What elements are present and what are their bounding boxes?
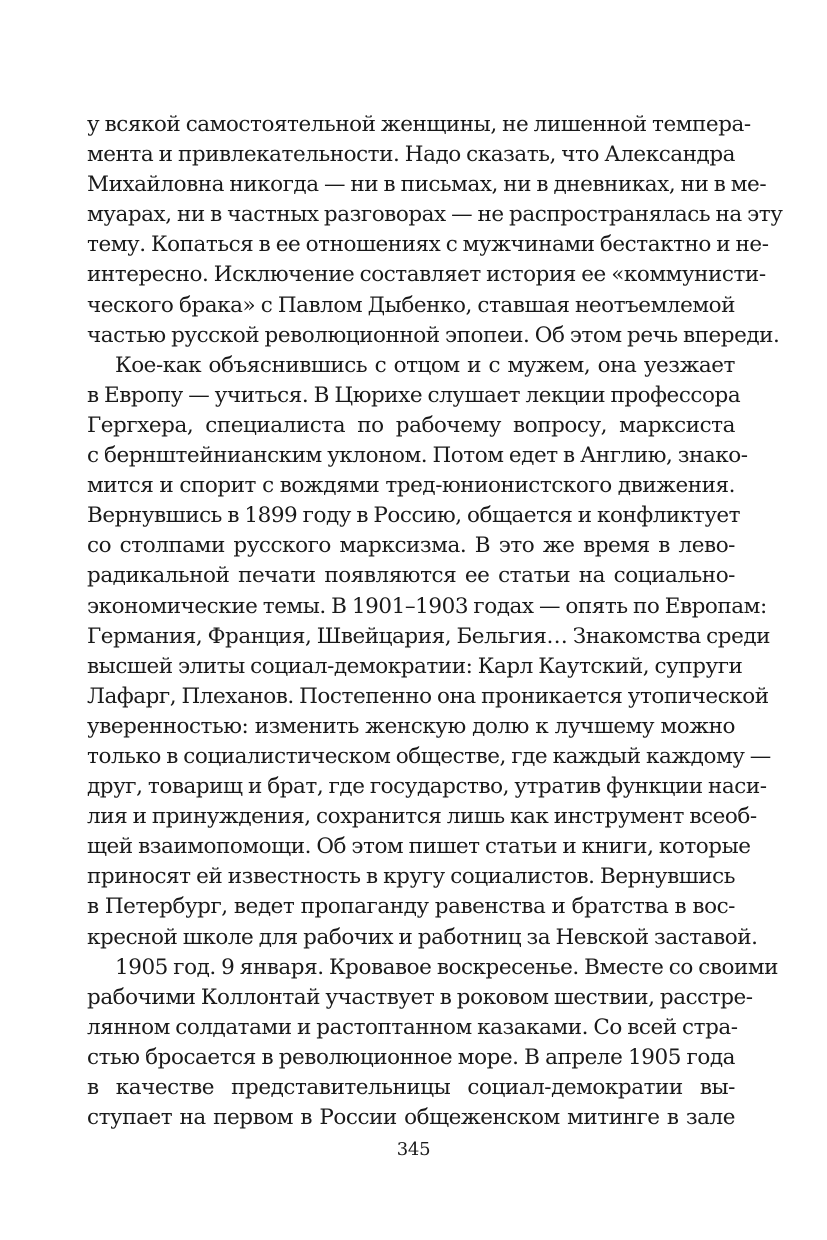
page-body — [87, 110, 783, 1133]
paragraph — [87, 351, 771, 953]
text-line: Михайловна никогда — ни в письмах, ни в дневниках, ни в ме- — [87, 172, 767, 198]
text-line: тему. Копаться в ее отношениях с мужчинами бестактно и не- — [87, 232, 769, 258]
paragraph — [87, 953, 779, 1134]
text-line: Гергхера, специалиста по рабочему вопросу, марксиста — [87, 412, 735, 438]
text-line: только в социалистическом обществе, где каждый каждому — — [87, 743, 771, 769]
text-line: Германия, Франция, Швейцария, Бельгия… Знакомства среди — [87, 623, 771, 649]
text-line: стью бросается в революционное море. В апреле 1905 года — [87, 1044, 735, 1070]
text-line: 1905 год. 9 января. Кровавое воскресенье. Вместе со своими — [115, 954, 779, 980]
text-line: экономические темы. В 1901–1903 годах — опять по Европам: — [87, 593, 767, 619]
text-line: радикальной печати появляются ее статьи на социально- — [87, 563, 735, 589]
text-line: в Петербург, ведет пропаганду равенства и братства в вос- — [87, 894, 735, 920]
text-block — [87, 110, 783, 1133]
text-line: в Европу — учиться. В Цюрихе слушает лекции профессора — [87, 382, 741, 408]
text-line: муарах, ни в частных разговорах — не распространялась на эту — [87, 202, 783, 228]
text-line: ступает на первом в России общеженском митинге в зале — [87, 1105, 735, 1131]
page-number: 345 — [396, 1139, 431, 1160]
text-line: лия и принуждения, сохранится лишь как инструмент всеоб- — [87, 804, 757, 830]
text-line: приносят ей известность в кругу социалистов. Вернувшись — [87, 864, 735, 890]
text-line: друг, товарищ и брат, где государство, утратив функции наси- — [87, 774, 767, 800]
text-line: с бернштейнианским уклоном. Потом едет в Англию, знако- — [87, 443, 748, 469]
text-line: Кое-как объяснившись с отцом и с мужем, она уезжает — [115, 352, 735, 378]
text-line: лянном солдатами и растоптанном казаками. Со всей стра- — [87, 1014, 738, 1040]
text-line: высшей элиты социал-демократии: Карл Каутский, супруги — [87, 653, 743, 679]
text-line: у всякой самостоятельной женщины, не лишенной темпера- — [87, 112, 751, 137]
text-line: Вернувшись в 1899 году в Россию, общается и конфликтует — [87, 503, 741, 529]
text-line: мится и спорит с вождями тред-юнионистского движения. — [87, 473, 735, 499]
text-line: со столпами русского марксизма. В это же время в лево- — [87, 533, 735, 559]
text-line: ческого брака» с Павлом Дыбенко, ставшая неотъемлемой — [87, 292, 735, 318]
text-line: кресной школе для рабочих и работниц за Невской заставой. — [87, 924, 758, 950]
text-line: мента и привлекательности. Надо сказать, что Александра — [87, 142, 735, 168]
text-line: рабочими Коллонтай участвует в роковом шествии, расстре- — [87, 984, 753, 1010]
text-line: уверенностью: изменить женскую долю к лучшему можно — [87, 713, 735, 739]
text-line: щей взаимопомощи. Об этом пишет статьи и книги, которые — [87, 834, 751, 860]
text-line: в качестве представительницы социал-демократии вы- — [87, 1075, 735, 1100]
text-line: Лафарг, Плеханов. Постепенно она проникается утопической — [87, 683, 769, 709]
text-line: интересно. Исключение составляет история ее «коммунисти- — [87, 262, 766, 288]
text-line: частью русской революционной эпопеи. Об этом речь впереди. — [87, 322, 780, 348]
paragraph — [87, 110, 783, 351]
